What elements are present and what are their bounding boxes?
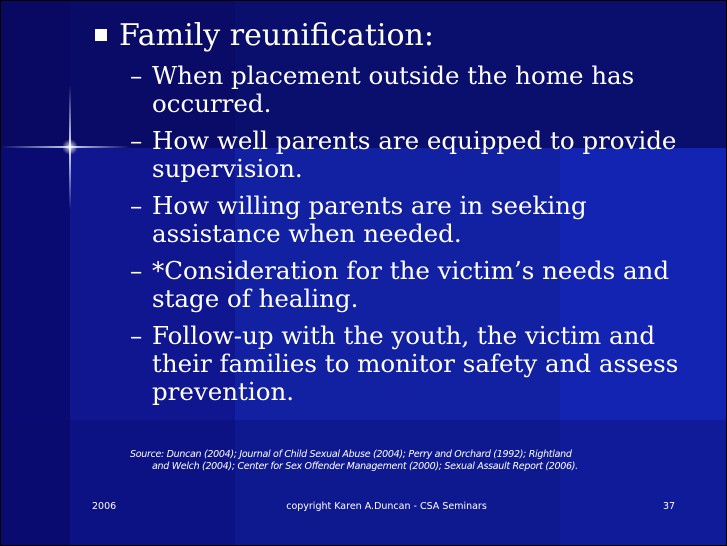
- slide-number: 37: [663, 501, 676, 512]
- footer-copyright: copyright Karen A.Duncan - CSA Seminars: [286, 501, 487, 512]
- list-item-text: How willing parents are in seeking assistance when needed.: [152, 191, 587, 248]
- dash-marker: –: [130, 256, 143, 285]
- heading-text: Family reunification:: [119, 18, 434, 53]
- dash-marker: –: [130, 321, 143, 350]
- footer-date: 2006: [92, 501, 117, 512]
- source-line-2: and Welch (2004); Center for Sex Offender Management (2000); Sexual Assault Report (2006).: [152, 461, 578, 472]
- dash-marker: –: [130, 61, 143, 90]
- list-item-text: How well parents are equipped to provide supervision.: [152, 126, 677, 183]
- dash-marker: –: [130, 191, 143, 220]
- source-line-1: Source: Duncan (2004); Journal of Child Sexual Abuse (2004); Perry and Orchard (1992); Rightland: [130, 449, 572, 460]
- list-item-text: *Consideration for the victim’s needs and stage of healing.: [152, 256, 670, 313]
- list-item-text: When placement outside the home has occurred.: [152, 61, 635, 118]
- list-item-text: Follow-up with the youth, the victim and their families to monitor safety and assess prevention.: [152, 321, 679, 406]
- dash-marker: –: [130, 126, 143, 155]
